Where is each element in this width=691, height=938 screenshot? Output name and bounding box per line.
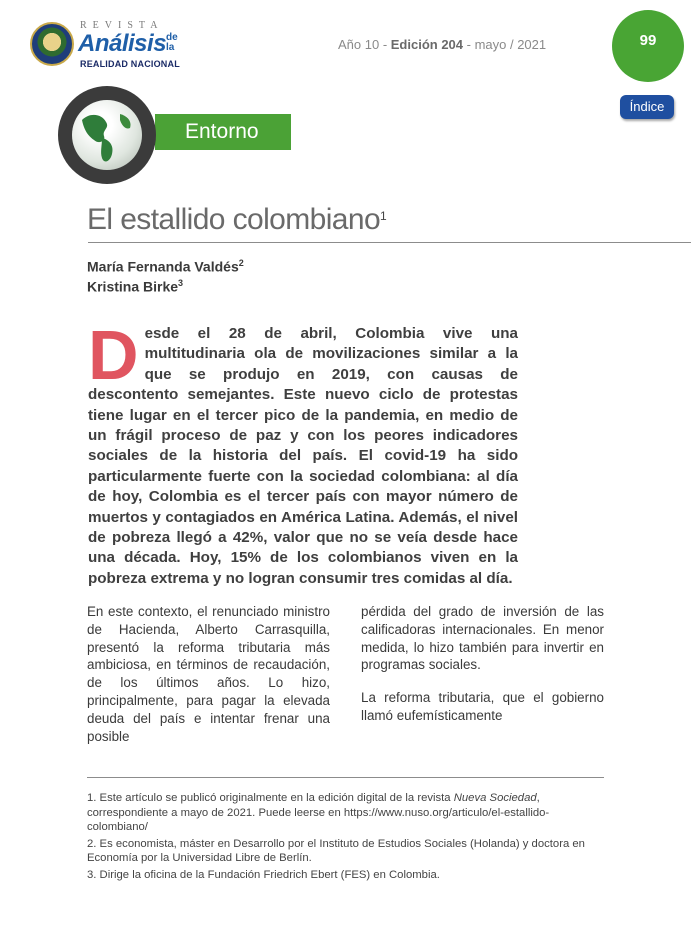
logo-la: la: [166, 42, 175, 53]
footnote-divider: [87, 777, 604, 778]
seal-emblem-icon: [30, 22, 74, 66]
logo-de: de: [166, 32, 178, 43]
author-2: [87, 278, 183, 295]
footnote-1-text-a: 1. Este artículo se publicó originalmente en la edición digital de la revista: [87, 792, 454, 804]
author-1-note[interactable]: 2: [238, 258, 244, 268]
body-column-1: [87, 603, 330, 753]
author-2-note[interactable]: 3: [178, 278, 184, 288]
body-column-2: [361, 603, 604, 753]
issue-prefix: Año 10 -: [338, 37, 391, 52]
article-title-text: El estallido colombiano: [87, 203, 381, 236]
footnote-1: [87, 791, 602, 835]
body-paragraph: En este contexto, el renunciado ministro de Hacienda, Alberto Carrasquilla, presentó la reforma tributaria más ambiciosa, en términos de recaudación, de los últimos años. Lo hizo, principalmente, para pagar la elevada deuda del país e intentar frenar una posible: [87, 604, 330, 744]
issue-edition: Edición 204: [390, 37, 464, 52]
lead-text: esde el 28 de abril, Colombia vive una multitudinaria ola de movilizaciones similar a la que se produjo en 2019, con causas de descontento semejantes. Este nuevo ciclo de protestas tiene lugar en el tercer pico de la pandemia, en medio de un frágil proceso de paz y con los peores indicadores sociales de la historia del país. El covid-19 ha sido particularmente fuerte con la sociedad colombiana: al día de hoy, Colombia es el tercer país con mayor número de muertos y contagiados en América Latina. Además, el nivel de pobreza llegó a 42%, valor que no se veía desde hace una década. Hoy, 15% de los colombianos viven en la pobreza extrema y no logran consumir tres comidas al día.: [88, 325, 518, 587]
logo-analisis: Análisis: [78, 30, 167, 57]
footnote-1-text-b[interactable]: , correspondiente a mayo de 2021. Puede leerse en https://www.nuso.org/articulo/el-estallido-colombiano/: [87, 792, 550, 834]
logo-dela: [166, 33, 178, 53]
article-title: [87, 203, 386, 237]
footnotes: [87, 791, 602, 885]
page-number-badge: 99: [612, 10, 684, 82]
logo-revista: REVISTA: [80, 20, 164, 31]
magazine-logo[interactable]: [30, 20, 190, 74]
author-1: [87, 258, 244, 275]
title-divider: [88, 242, 691, 243]
lead-paragraph: [88, 316, 518, 589]
footnote-3: 3. Dirige la oficina de la Fundación Friedrich Ebert (FES) en Colombia.: [87, 868, 440, 881]
author-1-name: María Fernanda Valdés: [87, 258, 239, 275]
issue-info: [338, 37, 546, 52]
drop-cap: D: [88, 316, 139, 394]
logo-realidad: REALIDAD NACIONAL: [80, 59, 180, 69]
body-paragraph: La reforma tributaria, que el gobierno llamó eufemísticamente: [361, 690, 604, 723]
issue-suffix: - mayo / 2021: [463, 37, 547, 52]
author-2-name: Kristina Birke: [87, 278, 179, 295]
title-footnote-ref[interactable]: 1: [380, 209, 387, 223]
section-label: Entorno: [155, 114, 291, 150]
globe-badge: [58, 86, 156, 184]
body-paragraph: pérdida del grado de inversión de las calificadoras internacionales. En menor medida, lo hizo también para invertir en programas sociales.: [361, 604, 604, 673]
footnote-2: 2. Es economista, máster en Desarrollo por el Instituto de Estudios Sociales (Holanda) y doctora en Economía por la Universidad Libre de Berlín.: [87, 837, 585, 865]
index-button[interactable]: Índice: [620, 95, 674, 119]
globe-icon: [72, 100, 142, 170]
footnote-1-italic: Nueva Sociedad: [453, 792, 537, 804]
